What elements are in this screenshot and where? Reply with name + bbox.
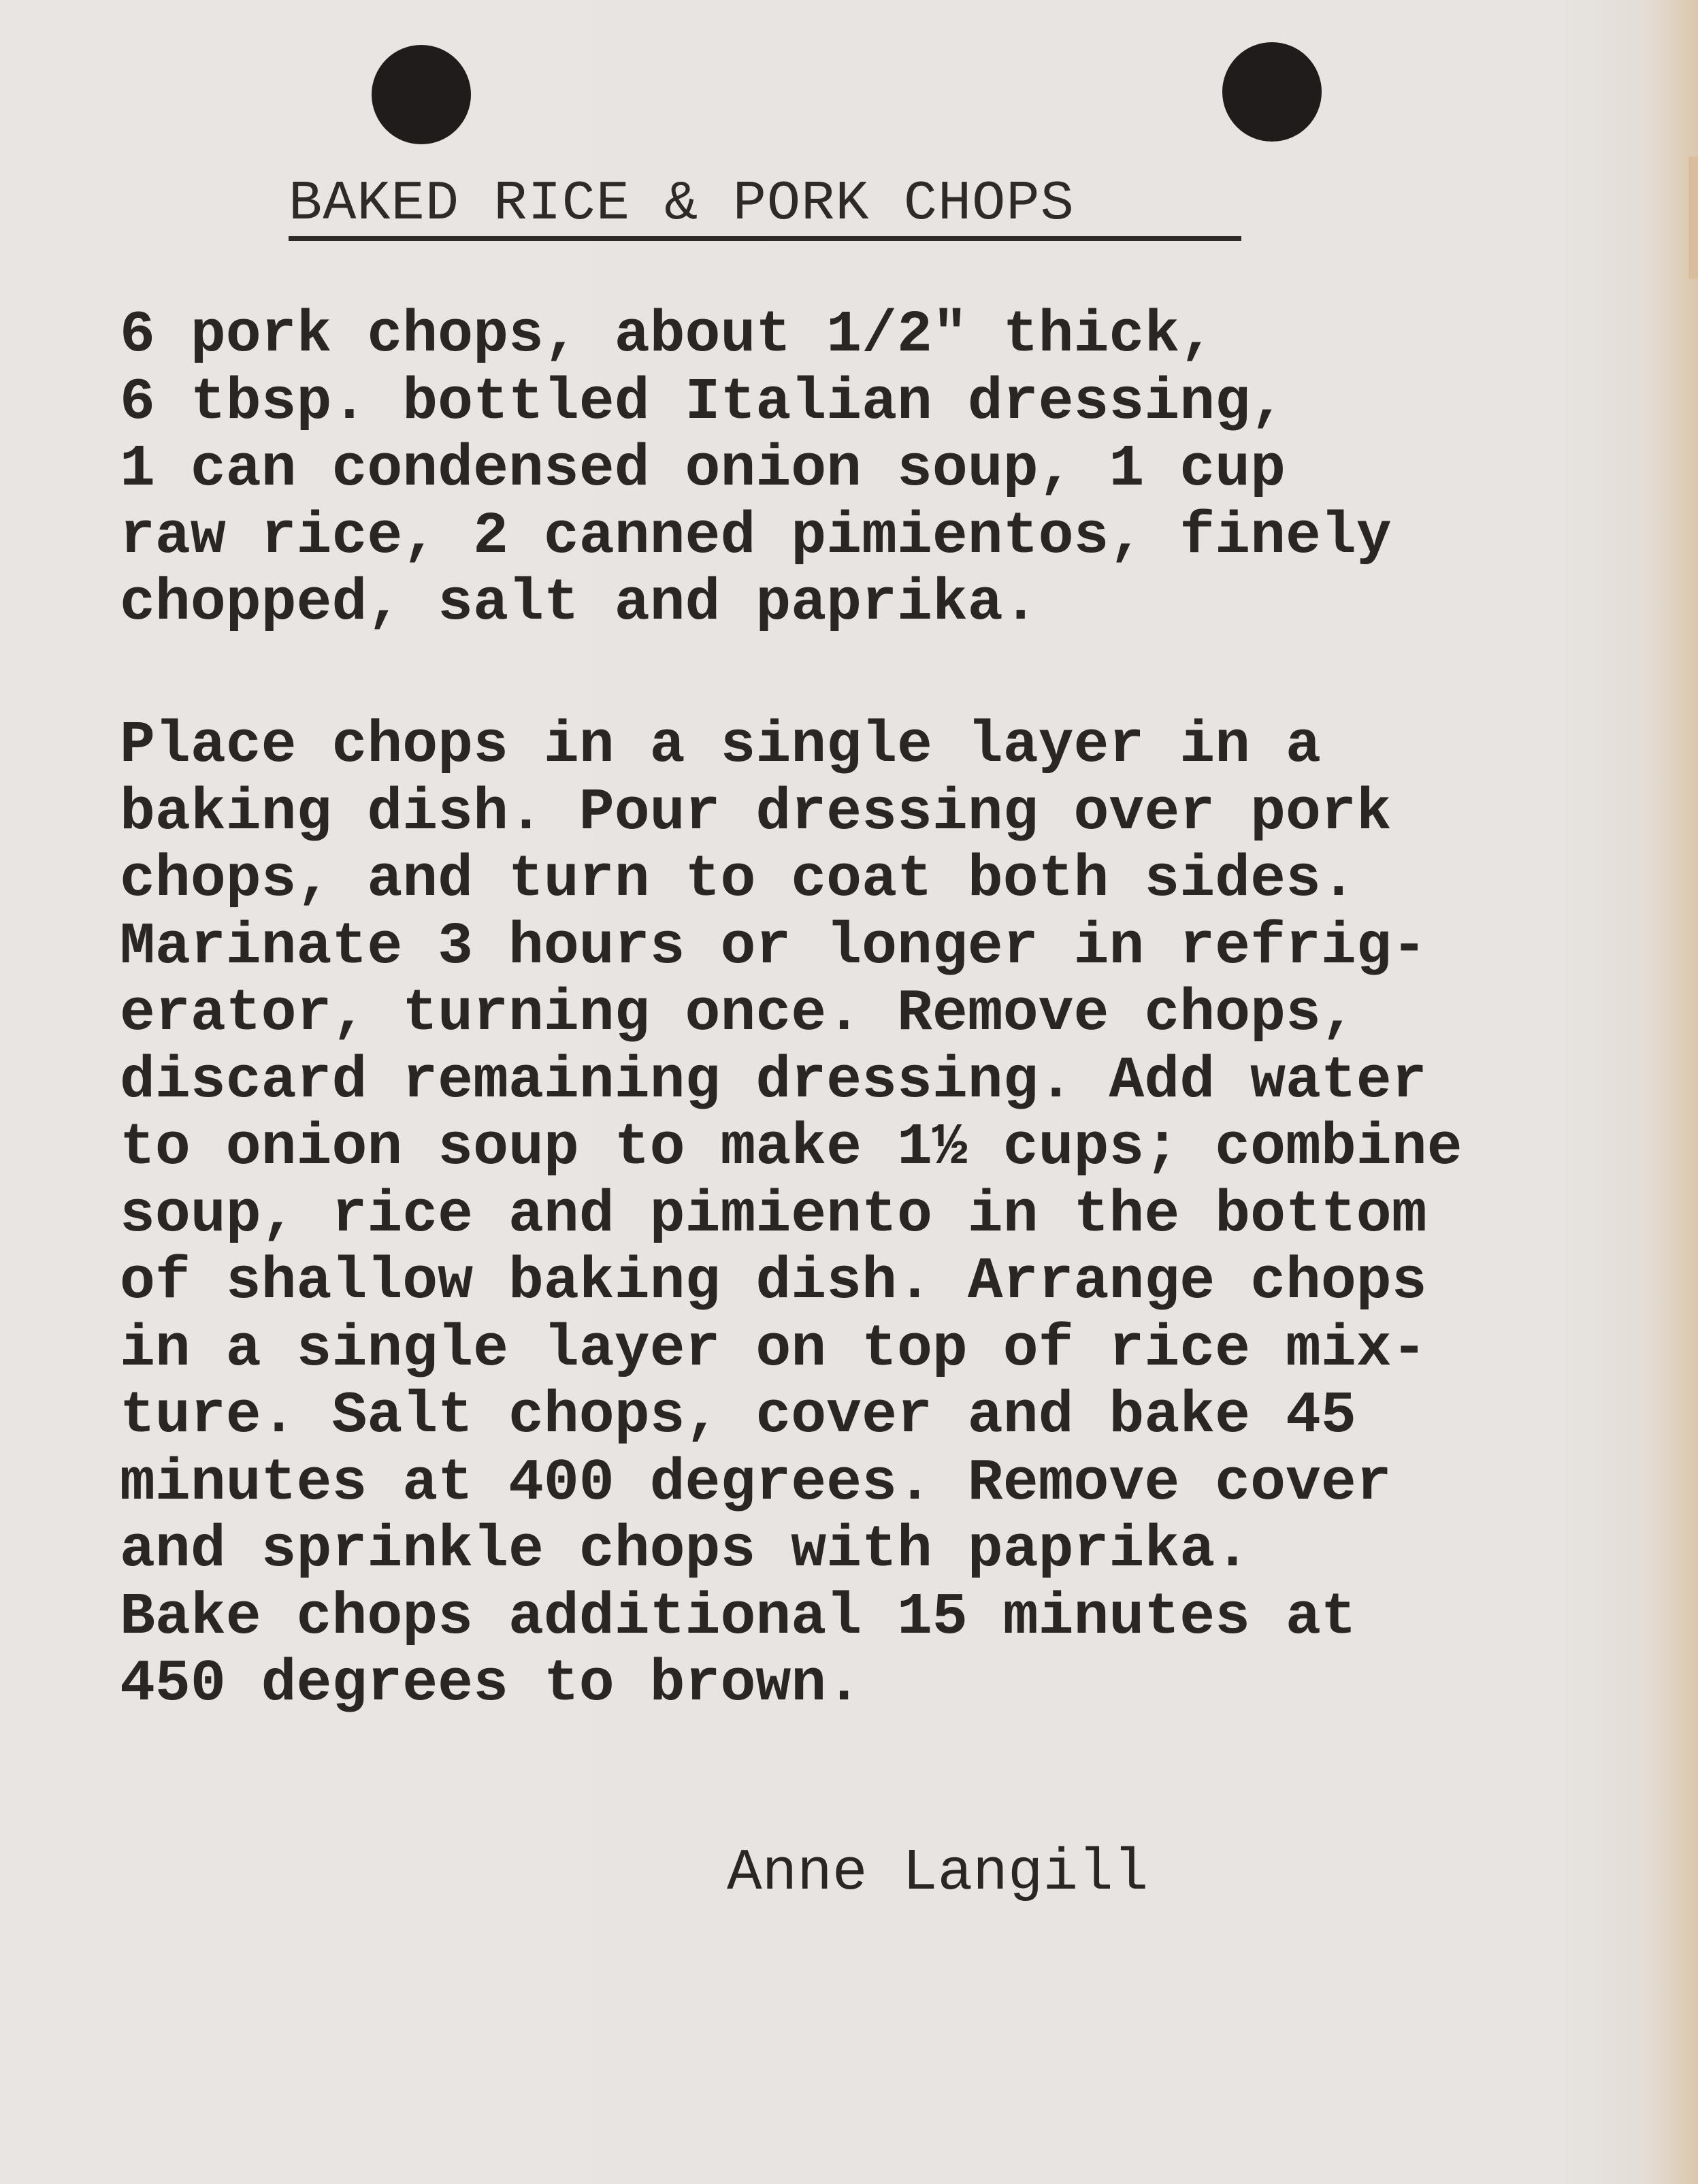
method-line: erator, turning once. Remove chops,: [120, 980, 1356, 1047]
ingredients-line: 6 pork chops, about 1/2" thick,: [120, 301, 1215, 368]
ingredients-line: 1 can condensed onion soup, 1 cup: [120, 436, 1286, 502]
method-line: Marinate 3 hours or longer in refrig-: [120, 913, 1427, 980]
method-line: and sprinkle chops with paprika.: [120, 1516, 1251, 1583]
author-signature: Anne Langill: [727, 1840, 1149, 1906]
method-line: of shallow baking dish. Arrange chops: [120, 1248, 1427, 1315]
method-line: baking dish. Pour dressing over pork: [120, 779, 1392, 846]
punch-hole-left: [372, 45, 471, 144]
method-line: ture. Salt chops, cover and bake 45: [120, 1382, 1356, 1449]
paper-edge-stain: [1688, 157, 1698, 279]
method-line: discard remaining dressing. Add water: [120, 1047, 1427, 1114]
method-line: Place chops in a single layer in a: [120, 712, 1321, 779]
title-underline: [289, 236, 1241, 241]
method-line: to onion soup to make 1½ cups; combine: [120, 1114, 1463, 1181]
method-line: chops, and turn to coat both sides.: [120, 846, 1356, 913]
method-line: minutes at 400 degrees. Remove cover: [120, 1449, 1392, 1516]
method-line: Bake chops additional 15 minutes at: [120, 1583, 1356, 1650]
ingredients-line: chopped, salt and paprika.: [120, 570, 1039, 636]
ingredients-line: raw rice, 2 canned pimientos, finely: [120, 502, 1392, 570]
method-line: 450 degrees to brown.: [120, 1650, 862, 1717]
method-line: in a single layer on top of rice mix-: [120, 1315, 1427, 1382]
ingredients-paragraph: [120, 301, 1392, 637]
method-line: soup, rice and pimiento in the bottom: [120, 1181, 1427, 1248]
punch-hole-right: [1222, 42, 1322, 142]
recipe-title: BAKED RICE & PORK CHOPS: [289, 172, 1075, 235]
method-paragraph: [120, 712, 1463, 1718]
ingredients-line: 6 tbsp. bottled Italian dressing,: [120, 368, 1286, 436]
